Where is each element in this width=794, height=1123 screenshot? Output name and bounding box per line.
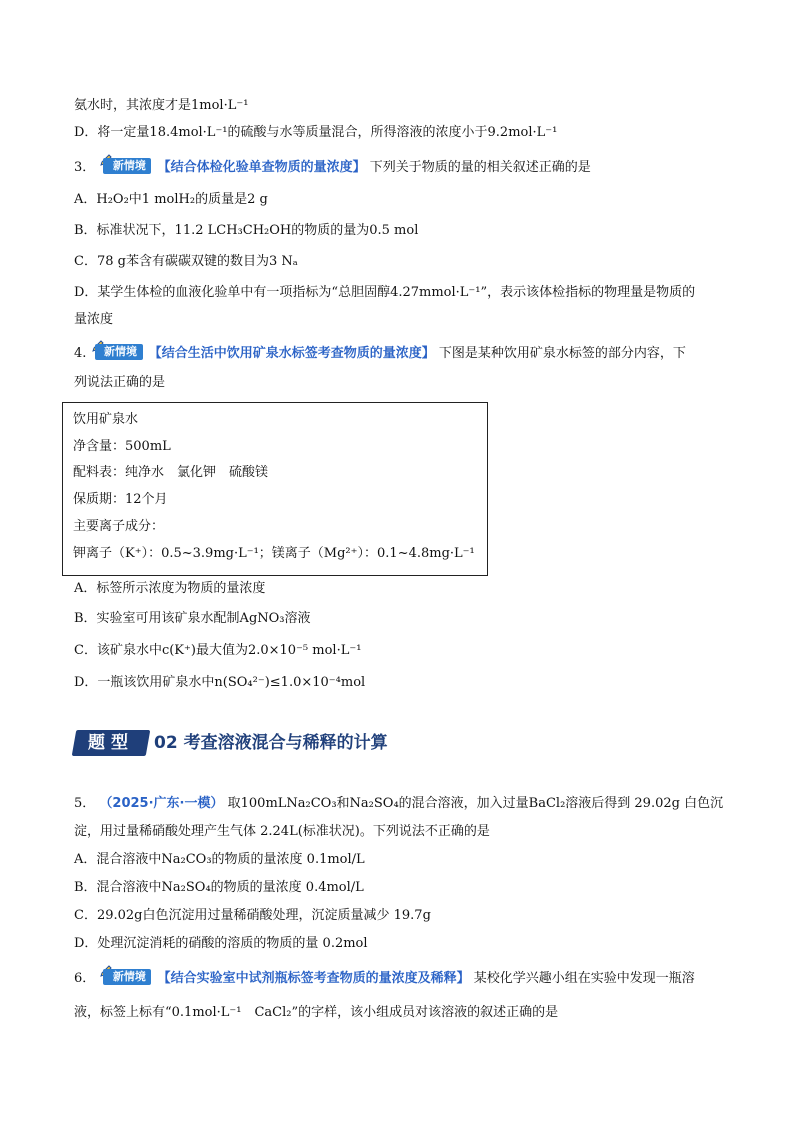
question-number: 6． [74,971,96,986]
text-line: 氨水时，其浓度才是1mol·L⁻¹ [74,98,249,113]
question-3-stem [74,157,591,177]
question-source: （2025·广东·一模） [99,796,224,811]
question-5-stem [74,795,723,813]
option-c: C．29.02g白色沉淀用过量稀硝酸处理，沉淀质量减少 19.7g [74,908,431,923]
question-text: 某校化学兴趣小组在实验中发现一瓶溶 [473,971,695,986]
question-text-cont: 液，标签上标有“0.1mol·L⁻¹ CaCl₂”的字样，该小组成员对该溶液的叙述正确的是 [74,1005,559,1020]
question-number: 4. [74,346,87,361]
label-box [62,402,488,576]
badge-label: 新情境 [95,344,143,360]
option-b: B．实验室可用该矿泉水配制AgNO₃溶液 [74,611,311,626]
question-6-stem [74,968,695,988]
option-b: B．混合溶液中Na₂SO₄的物质的量浓度 0.4mol/L [74,880,364,895]
label-line: 钾离子（K⁺）：0.5~3.9mg·L⁻¹；镁离子（Mg²⁺）：0.1~4.8mg·L⁻¹ [73,546,475,561]
section-title: 02 考查溶液混合与稀释的计算 [154,733,388,753]
question-tag: 【结合实验室中试剂瓶标签考查物质的量浓度及稀释】 [157,971,470,986]
question-text: 下图是某种饮用矿泉水标签的部分内容，下 [438,346,686,361]
option-d: D．某学生体检的血液化验单中有一项指标为“总胆固醇4.27mmol·L⁻¹”，表示该体检指标的物理量是物质的 [74,285,696,300]
label-line: 配料表：纯净水 氯化钾 硫酸镁 [73,465,269,480]
option-a: A．标签所示浓度为物质的量浓度 [74,581,266,596]
new-context-badge [91,343,143,361]
question-tag: 【结合体检化验单查物质的量浓度】 [157,160,366,175]
new-context-badge [99,157,151,175]
question-number: 5． [74,796,96,811]
section-badge-label: 题型 [88,733,134,753]
label-line: 主要离子成分： [73,519,165,534]
option-b: B．标准状况下，11.2 LCH₃CH₂OH的物质的量为0.5 mol [74,223,419,238]
badge-label: 新情境 [103,158,151,174]
question-4-stem [74,343,686,363]
label-line: 净含量：500mL [73,439,171,454]
option-d-cont: 量浓度 [74,312,114,327]
text-line: D．将一定量18.4mol·L⁻¹的硫酸与水等质量混合，所得溶液的浓度小于9.2mol·L⁻¹ [74,125,558,140]
question-text-cont: 列说法正确的是 [74,375,166,390]
new-context-badge [99,968,151,986]
question-text: 下列关于物质的量的相关叙述正确的是 [369,160,591,175]
option-a: A．H₂O₂中1 molH₂的质量是2 g [74,192,268,207]
option-c: C．78 g苯含有碳碳双键的数目为3 Nₐ [74,254,298,269]
option-d: D．一瓶该饮用矿泉水中n(SO₄²⁻)≤1.0×10⁻⁴mol [74,675,366,690]
option-a: A．混合溶液中Na₂CO₃的物质的量浓度 0.1mol/L [74,852,365,867]
badge-label: 新情境 [103,969,151,985]
question-tag: 【结合生活中饮用矿泉水标签考查物质的量浓度】 [148,346,435,361]
option-d: D．处理沉淀消耗的硝酸的溶质的物质的量 0.2mol [74,936,368,951]
option-c: C．该矿泉水中c(K⁺)最大值为2.0×10⁻⁵ mol·L⁻¹ [74,643,362,658]
question-text-cont: 淀，用过量稀硝酸处理产生气体 2.24L(标准状况)。下列说法不正确的是 [74,824,490,839]
label-line: 饮用矿泉水 [73,412,139,427]
question-number: 3． [74,160,96,175]
label-line: 保质期：12个月 [73,492,168,507]
question-text: 取100mLNa₂CO₃和Na₂SO₄的混合溶液，加入过量BaCl₂溶液后得到 29.02g 白色沉 [227,796,724,811]
